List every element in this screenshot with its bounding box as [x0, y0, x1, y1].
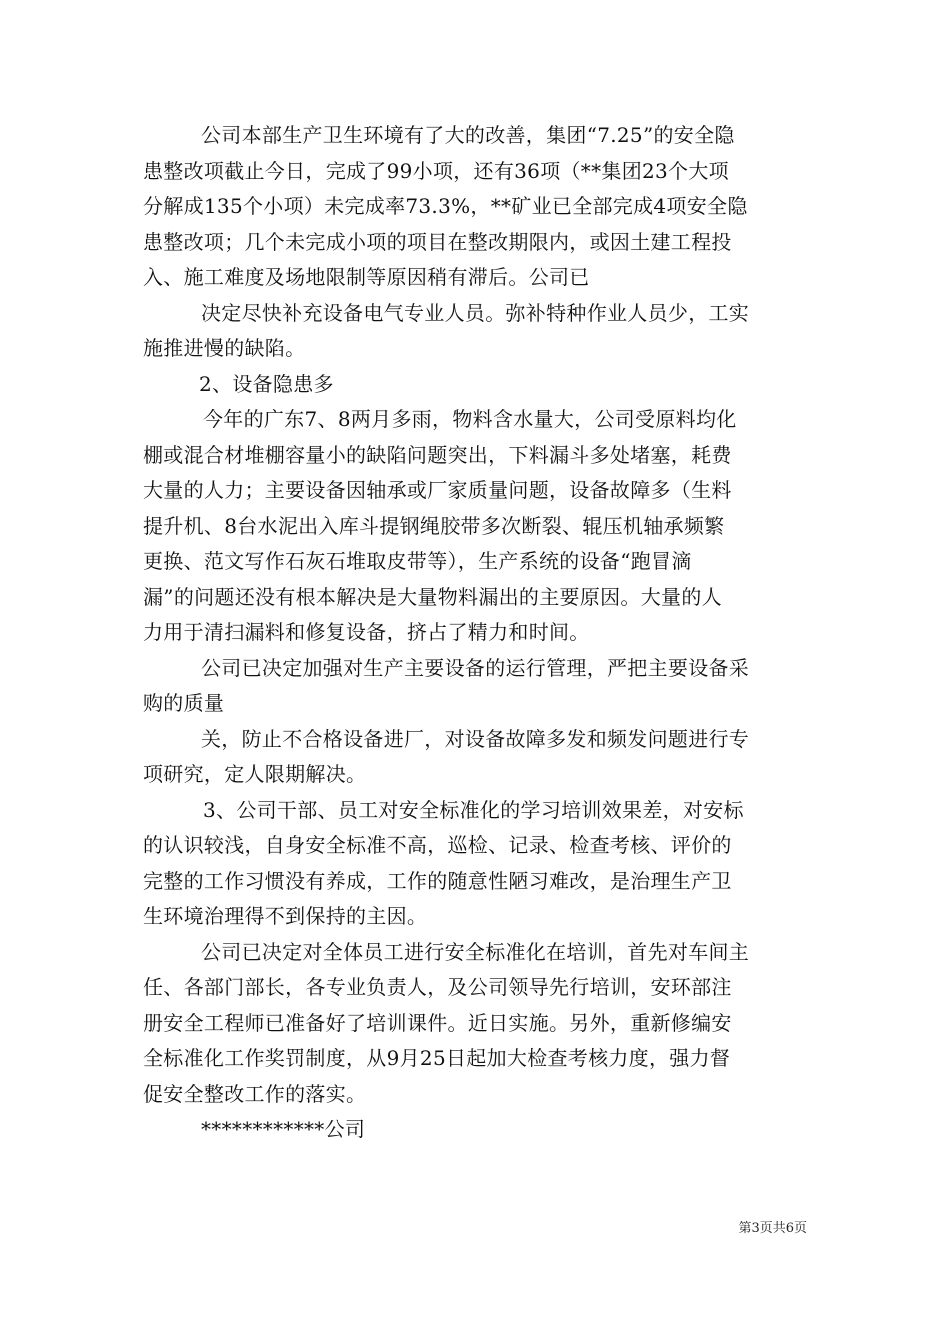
section-heading: 3、公司干部、员工对安全标准化的学习培训效果差，对安标 — [203, 797, 744, 822]
text-line: 关，防止不合格设备进厂，对设备故障多发和频发问题进行专 — [201, 726, 750, 751]
text-line: 分解成135个小项）未完成率73.3%，**矿业已全部完成4项安全隐 — [143, 194, 748, 218]
text-line: 今年的广东7、8两月多雨，物料含水量大，公司受原料均化 — [203, 407, 737, 431]
text-line: 患整改项；几个未完成小项的项目在整改期限内，或因土建工程投 — [143, 229, 732, 254]
text-line: 漏”的问题还没有根本解决是大量物料漏出的主要原因。大量的人 — [143, 584, 722, 609]
text-line: 促安全整改工作的落实。 — [143, 1081, 367, 1106]
text-line: 决定尽快补充设备电气专业人员。弥补特种作业人员少，工实 — [201, 300, 750, 325]
text-line: 施推进慢的缺陷。 — [143, 336, 306, 360]
section-heading: 2、设备隐患多 — [199, 371, 334, 396]
text-line: 全标准化工作奖罚制度，从9月25日起加大检查考核力度，强力督 — [143, 1046, 731, 1070]
text-line: 更换、范文写作石灰石堆取皮带等），生产系统的设备“跑冒滴 — [143, 549, 692, 573]
text-line: 棚或混合材堆棚容量小的缺陷问题突出，下料漏斗多处堵塞，耗费 — [143, 442, 732, 467]
text-line: 患整改项截止今日，完成了99小项，还有36项（**集团23个大项 — [143, 158, 729, 183]
text-line: 项研究，定人限期解决。 — [143, 762, 367, 786]
document-body — [143, 118, 807, 1148]
text-line: 提升机、8台水泥出入库斗提钢绳胶带多次断裂、辊压机轴承频繁 — [143, 513, 725, 538]
text-line: 册安全工程师已准备好了培训课件。近日实施。另外，重新修编安 — [143, 1010, 732, 1035]
text-line: 公司已决定对全体员工进行安全标准化在培训，首先对车间主 — [201, 939, 750, 964]
text-line: 公司本部生产卫生环境有了大的改善，集团“7.25”的安全隐 — [201, 123, 735, 147]
text-line: 公司已决定加强对生产主要设备的运行管理，严把主要设备采 — [201, 655, 750, 680]
page-number: 第3页共6页 — [738, 1221, 807, 1236]
text-line: 生环境治理得不到保持的主因。 — [143, 904, 428, 928]
text-line: 力用于清扫漏料和修复设备，挤占了精力和时间。 — [143, 620, 590, 644]
text-line: 大量的人力；主要设备因轴承或厂家质量问题，设备故障多（生料 — [143, 478, 732, 502]
text-line: 入、施工难度及场地限制等原因稍有滞后。公司已 — [143, 265, 590, 289]
text-line: 任、各部门部长，各专业负责人，及公司领导先行培训，安环部注 — [143, 975, 732, 999]
text-line: 购的质量 — [143, 691, 225, 715]
text-line: 的认识较浅，自身安全标准不高，巡检、记录、检查考核、评价的 — [143, 833, 732, 857]
text-line: 完整的工作习惯没有养成，工作的随意性陋习难改，是治理生产卫 — [143, 868, 732, 893]
signature-company: ************公司 — [201, 1117, 366, 1141]
